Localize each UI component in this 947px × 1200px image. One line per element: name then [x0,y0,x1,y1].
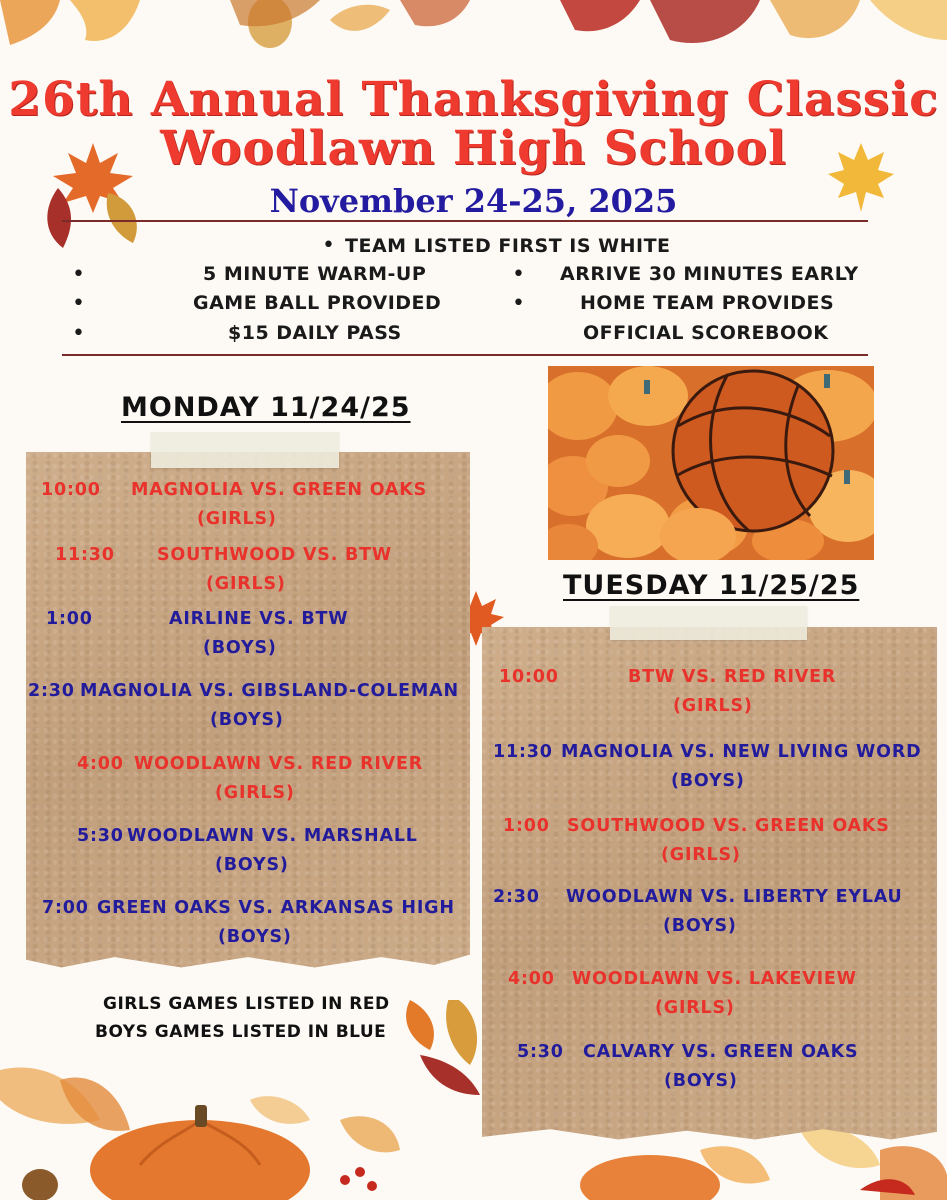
rule-daily-pass: $15 DAILY PASS [228,322,402,344]
game-matchup: WOODLAWN VS. LIBERTY EYLAU [566,887,903,907]
game-division: (GIRLS) [197,509,277,529]
game-time: 5:30 [517,1042,564,1062]
game-matchup: GREEN OAKS VS. ARKANSAS HIGH [97,898,455,918]
legend-boys: BOYS GAMES LISTED IN BLUE [95,1022,387,1042]
school-name: Woodlawn High School [160,121,787,176]
autumn-leaves-top-decoration [0,0,947,80]
game-matchup: SOUTHWOOD VS. GREEN OAKS [567,816,890,836]
divider [62,220,868,222]
bullet-icon: • [512,262,525,287]
game-matchup: MAGNOLIA VS. NEW LIVING WORD [561,742,922,762]
game-division: (BOYS) [203,638,277,658]
game-division: (GIRLS) [655,998,735,1018]
game-division: (BOYS) [218,927,292,947]
game-division: (BOYS) [671,771,745,791]
game-matchup: AIRLINE VS. BTW [169,609,349,629]
bullet-icon: • [72,262,85,287]
tape-decoration [610,606,807,640]
bullet-icon: • [322,233,335,258]
divider [62,354,868,356]
game-division: (BOYS) [664,1071,738,1091]
game-matchup: WOODLAWN VS. RED RIVER [134,754,424,774]
bullet-icon: • [512,291,525,316]
rule-scorebook: OFFICIAL SCOREBOOK [583,322,829,344]
game-matchup: BTW VS. RED RIVER [628,667,837,687]
event-date: November 24-25, 2025 [269,182,678,220]
game-time: 7:00 [42,898,89,918]
event-title: 26th Annual Thanksgiving Classic [8,72,939,127]
game-division: (GIRLS) [661,845,741,865]
rule-home-team: HOME TEAM PROVIDES [580,292,835,314]
basketball-pumpkins-image [548,366,874,560]
rule-warmup: 5 MINUTE WARM-UP [203,263,427,285]
game-time: 2:30 [493,887,540,907]
game-time: 5:30 [77,826,124,846]
bullet-icon: • [72,291,85,316]
game-division: (GIRLS) [206,574,286,594]
basketball-pumpkins-photo [548,366,874,560]
game-matchup: SOUTHWOOD VS. BTW [157,545,393,565]
game-time: 2:30 [28,681,75,701]
game-time: 1:00 [503,816,550,836]
game-matchup: MAGNOLIA VS. GREEN OAKS [131,480,428,500]
rule-team-white: TEAM LISTED FIRST IS WHITE [345,235,671,257]
game-division: (GIRLS) [215,783,295,803]
tape-decoration [151,432,339,468]
tuesday-heading: TUESDAY 11/25/25 [563,570,860,601]
game-division: (BOYS) [215,855,289,875]
game-time: 4:00 [77,754,124,774]
game-division: (GIRLS) [673,696,753,716]
game-time: 4:00 [508,969,555,989]
rule-game-ball: GAME BALL PROVIDED [193,292,442,314]
bullet-icon: • [72,321,85,346]
game-time: 10:00 [499,667,559,687]
legend-girls: GIRLS GAMES LISTED IN RED [103,994,390,1014]
game-time: 11:30 [55,545,115,565]
game-matchup: MAGNOLIA VS. GIBSLAND-COLEMAN [80,681,459,701]
game-time: 11:30 [493,742,553,762]
game-matchup: WOODLAWN VS. MARSHALL [127,826,418,846]
game-time: 10:00 [41,480,101,500]
game-matchup: WOODLAWN VS. LAKEVIEW [572,969,857,989]
game-division: (BOYS) [663,916,737,936]
game-time: 1:00 [46,609,93,629]
monday-heading: MONDAY 11/24/25 [121,392,411,423]
game-matchup: CALVARY VS. GREEN OAKS [583,1042,859,1062]
rule-arrive-early: ARRIVE 30 MINUTES EARLY [560,263,859,285]
game-division: (BOYS) [210,710,284,730]
